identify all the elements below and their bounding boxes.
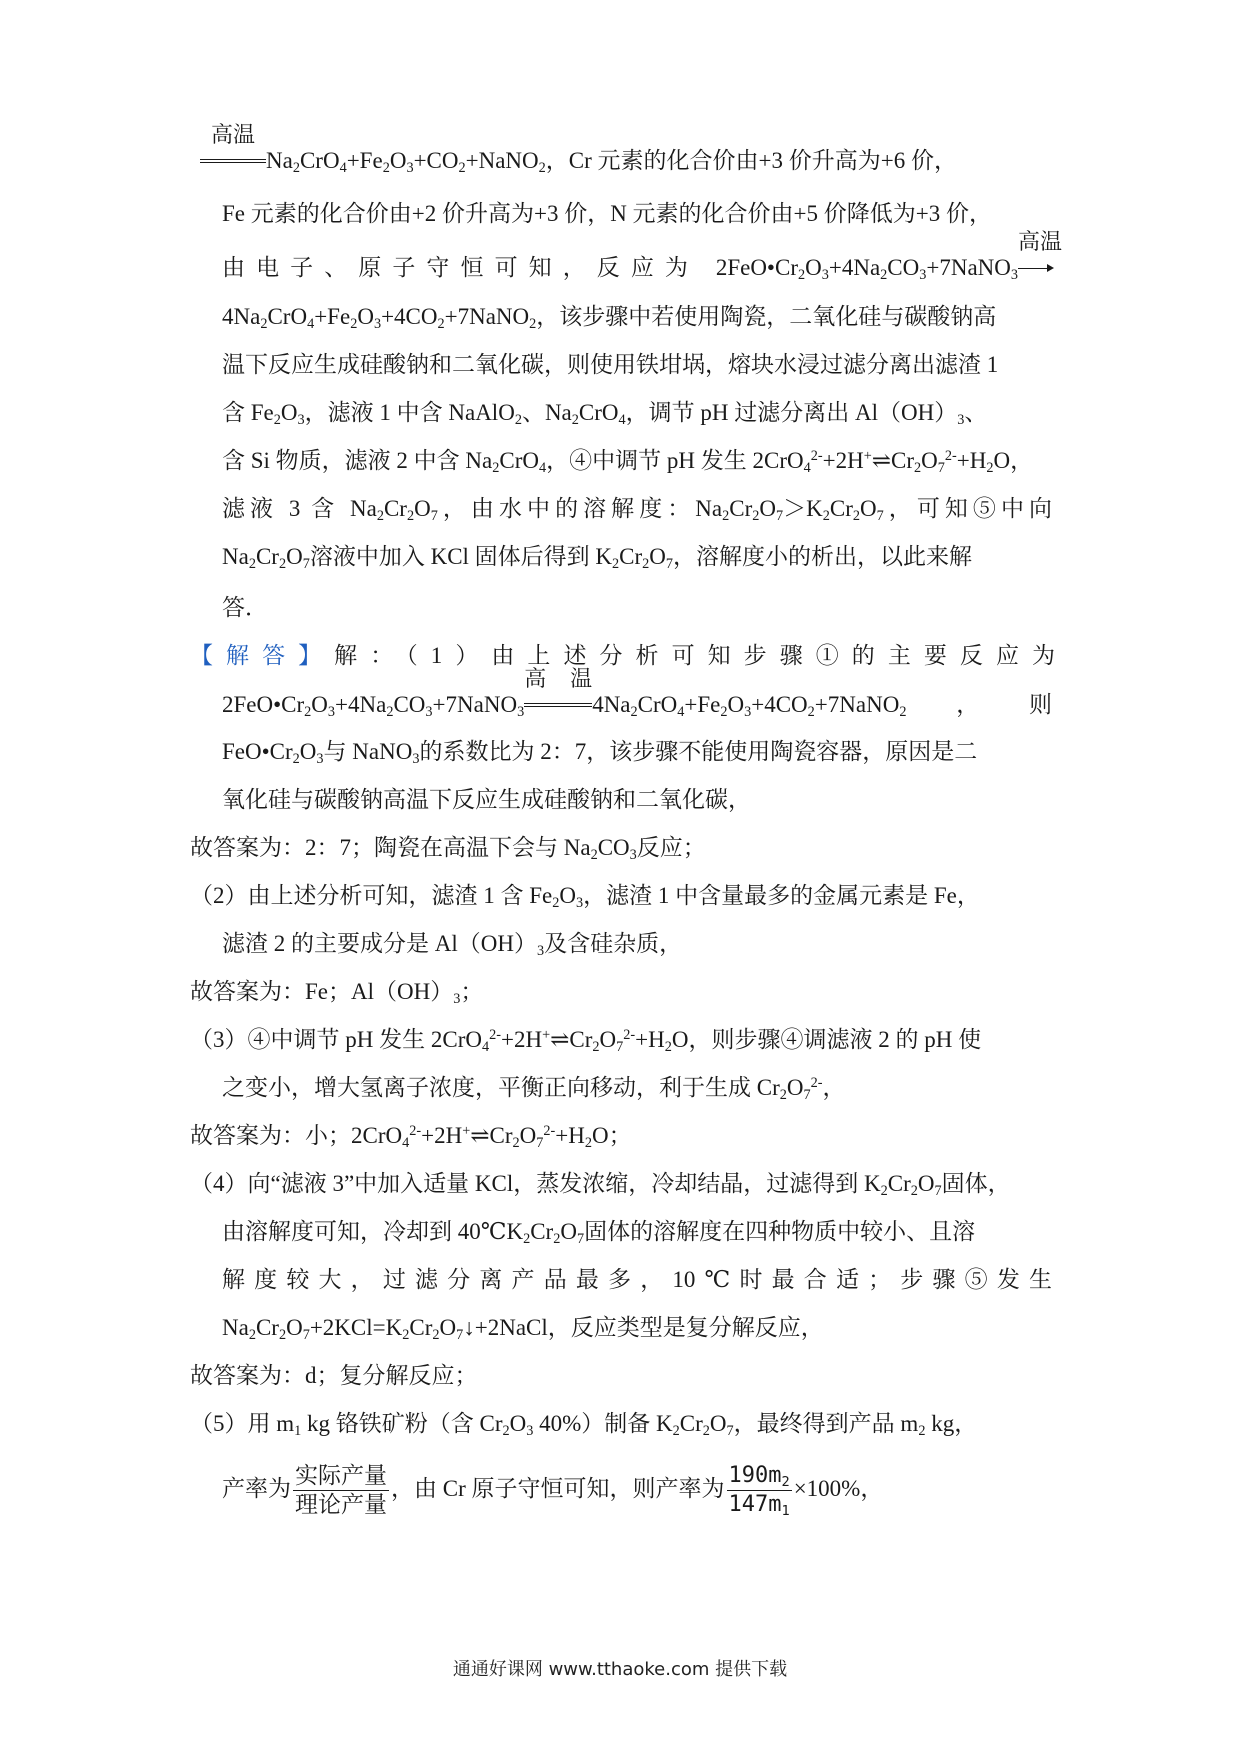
reaction-condition: 高温	[524, 690, 592, 720]
text-line: 温下反应生成硅酸钠和二氧化碳，则使用铁坩埚，熔块水浸过滤分离出滤渣 1	[222, 352, 999, 377]
text-line: （3）④中调节 pH 发生 $2CrO_4^{2-}+2H^+\rightleftharpoons Cr_2O_7^{2-}+H_2O$，则步骤④调滤液 2 的 pH 使	[190, 1027, 982, 1055]
text-line: 高温 $Na_2CrO_4+Fe_2O_3+CO_2+NaNO_2$，Cr 元素的化合价由+3 价升高为+6 价，	[200, 146, 957, 176]
text-line: $FeO•Cr_2O_3$与 NaNO$_3$的系数比为 2：7，该步骤不能使用陶瓷容器，原因是二	[222, 739, 978, 767]
text-line: 故答案为：Fe；$Al(OH)_3$；	[190, 979, 484, 1007]
text-line: 之变小，增大氢离子浓度，平衡正向移动，利于生成 $Cr_2O_7^{2-}$，	[222, 1075, 846, 1103]
text-line: $Na_2Cr_2O_7$溶液中加入 KCl 固体后得到 $K_2Cr_2O_7$，溶解度小的析出，以此来解	[222, 544, 973, 572]
yield-fraction: $\frac{190m_2}{147m_1}$	[728, 1463, 790, 1520]
text-line: 由溶解度可知，冷却到 $40℃K_2Cr_2O_7$固体的溶解度在四种物质中较小、且溶	[222, 1219, 976, 1247]
text-line: 由电子、原子守恒可知，反应为 $2FeO•Cr_2O_3+4Na_2CO_3+7NaNO_3$ 高温	[222, 229, 1063, 283]
text-line: 滤液 3 含 $Na_2Cr_2O_7$，由水中的溶解度：$Na_2Cr_2O_7>K_2Cr_2O_7$，可知⑤中向	[222, 496, 1052, 524]
text-line: 氧化硅与碳酸钠高温下反应生成硅酸钠和二氧化碳，	[222, 787, 751, 812]
text-line: （4）向“滤液 3”中加入适量 KCl，蒸发浓缩，冷却结晶，过滤得到 $K_2Cr_2O_7$固体，	[190, 1171, 1011, 1199]
text-line: 【解答】解：（1）由上述分析可知步骤①的主要反应为	[190, 643, 1056, 668]
text-line: 产率为 $\frac{\text{实际产量}}{\text{理论产量}}$ ，由 Cr 原子守恒可知，则产率为 $\frac{190m_2}{147m_1}$ ×100%，	[222, 1463, 884, 1520]
text-line: 故答案为：d；复分解反应；	[190, 1363, 478, 1388]
text-line: （2）由上述分析可知，滤渣 1 含 $Fe_2O_3$，滤渣 1 中含量最多的金属元素是 Fe，	[190, 883, 980, 911]
text-line: $Na_2Cr_2O_7+2KCl=K_2Cr_2O_7↓+2NaCl$，反应类型是复分解反应，	[222, 1315, 824, 1343]
text-line: 含 $Fe_2O_3$，滤液 1 中含 NaAlO$_2$、$Na_2CrO_4$，调节 pH 过滤分离出 $Al(OH)_3$、	[222, 400, 988, 428]
fraction: $\frac{\text{实际产量}}{\text{理论产量}}$	[295, 1463, 387, 1518]
answer-label: 【解答】	[190, 643, 335, 668]
reaction-condition: 高温	[1018, 253, 1052, 283]
text-line: 滤渣 2 的主要成分是 $Al(OH)_3$及含硅杂质，	[222, 931, 683, 959]
reaction-condition: 高温	[200, 146, 266, 176]
text-line: 含 Si 物质，滤液 2 中含 $Na_2CrO_4$，④中调节 pH 发生 $2CrO_4^{2-}+2H^+\rightleftharpoons Cr_2O_7^{2-}+H_2O$，	[222, 448, 1034, 476]
text-line: 故答案为：小；$2CrO_4^{2-}+2H^+\rightleftharpoons Cr_2O_7^{2-}+H_2O$；	[190, 1123, 632, 1151]
text-line: 故答案为：2：7；陶瓷在高温下会与 $Na_2CO_3$反应；	[190, 835, 706, 863]
text-line: 答．	[222, 595, 268, 620]
text-line: Fe 元素的化合价由+2 价升高为+3 价，N 元素的化合价由+5 价降低为+3 价，	[222, 201, 992, 226]
text-line: $2FeO•Cr_2O_3+4Na_2CO_3+7NaNO_3$ 高温 $4Na_2CrO_4+Fe_2O_3+4CO_2+7NaNO_2$，则	[222, 666, 1052, 720]
text-line: 解度较大，过滤分离产品最多，10℃时最合适；步骤⑤发生	[222, 1267, 1052, 1292]
text-line: （5）用 $m_1$ kg 铬铁矿粉（含 $Cr_2O_3$ 40%）制备 $K_2Cr_2O_7$，最终得到产品 $m_2$ kg，	[190, 1411, 978, 1439]
page-footer: 通通好课网 www.tthaoke.com 提供下载	[452, 1659, 788, 1680]
text-line: $4Na_2CrO_4+Fe_2O_3+4CO_2+7NaNO_2$，该步骤中若使用陶瓷，二氧化硅与碳酸钠高	[222, 304, 997, 332]
